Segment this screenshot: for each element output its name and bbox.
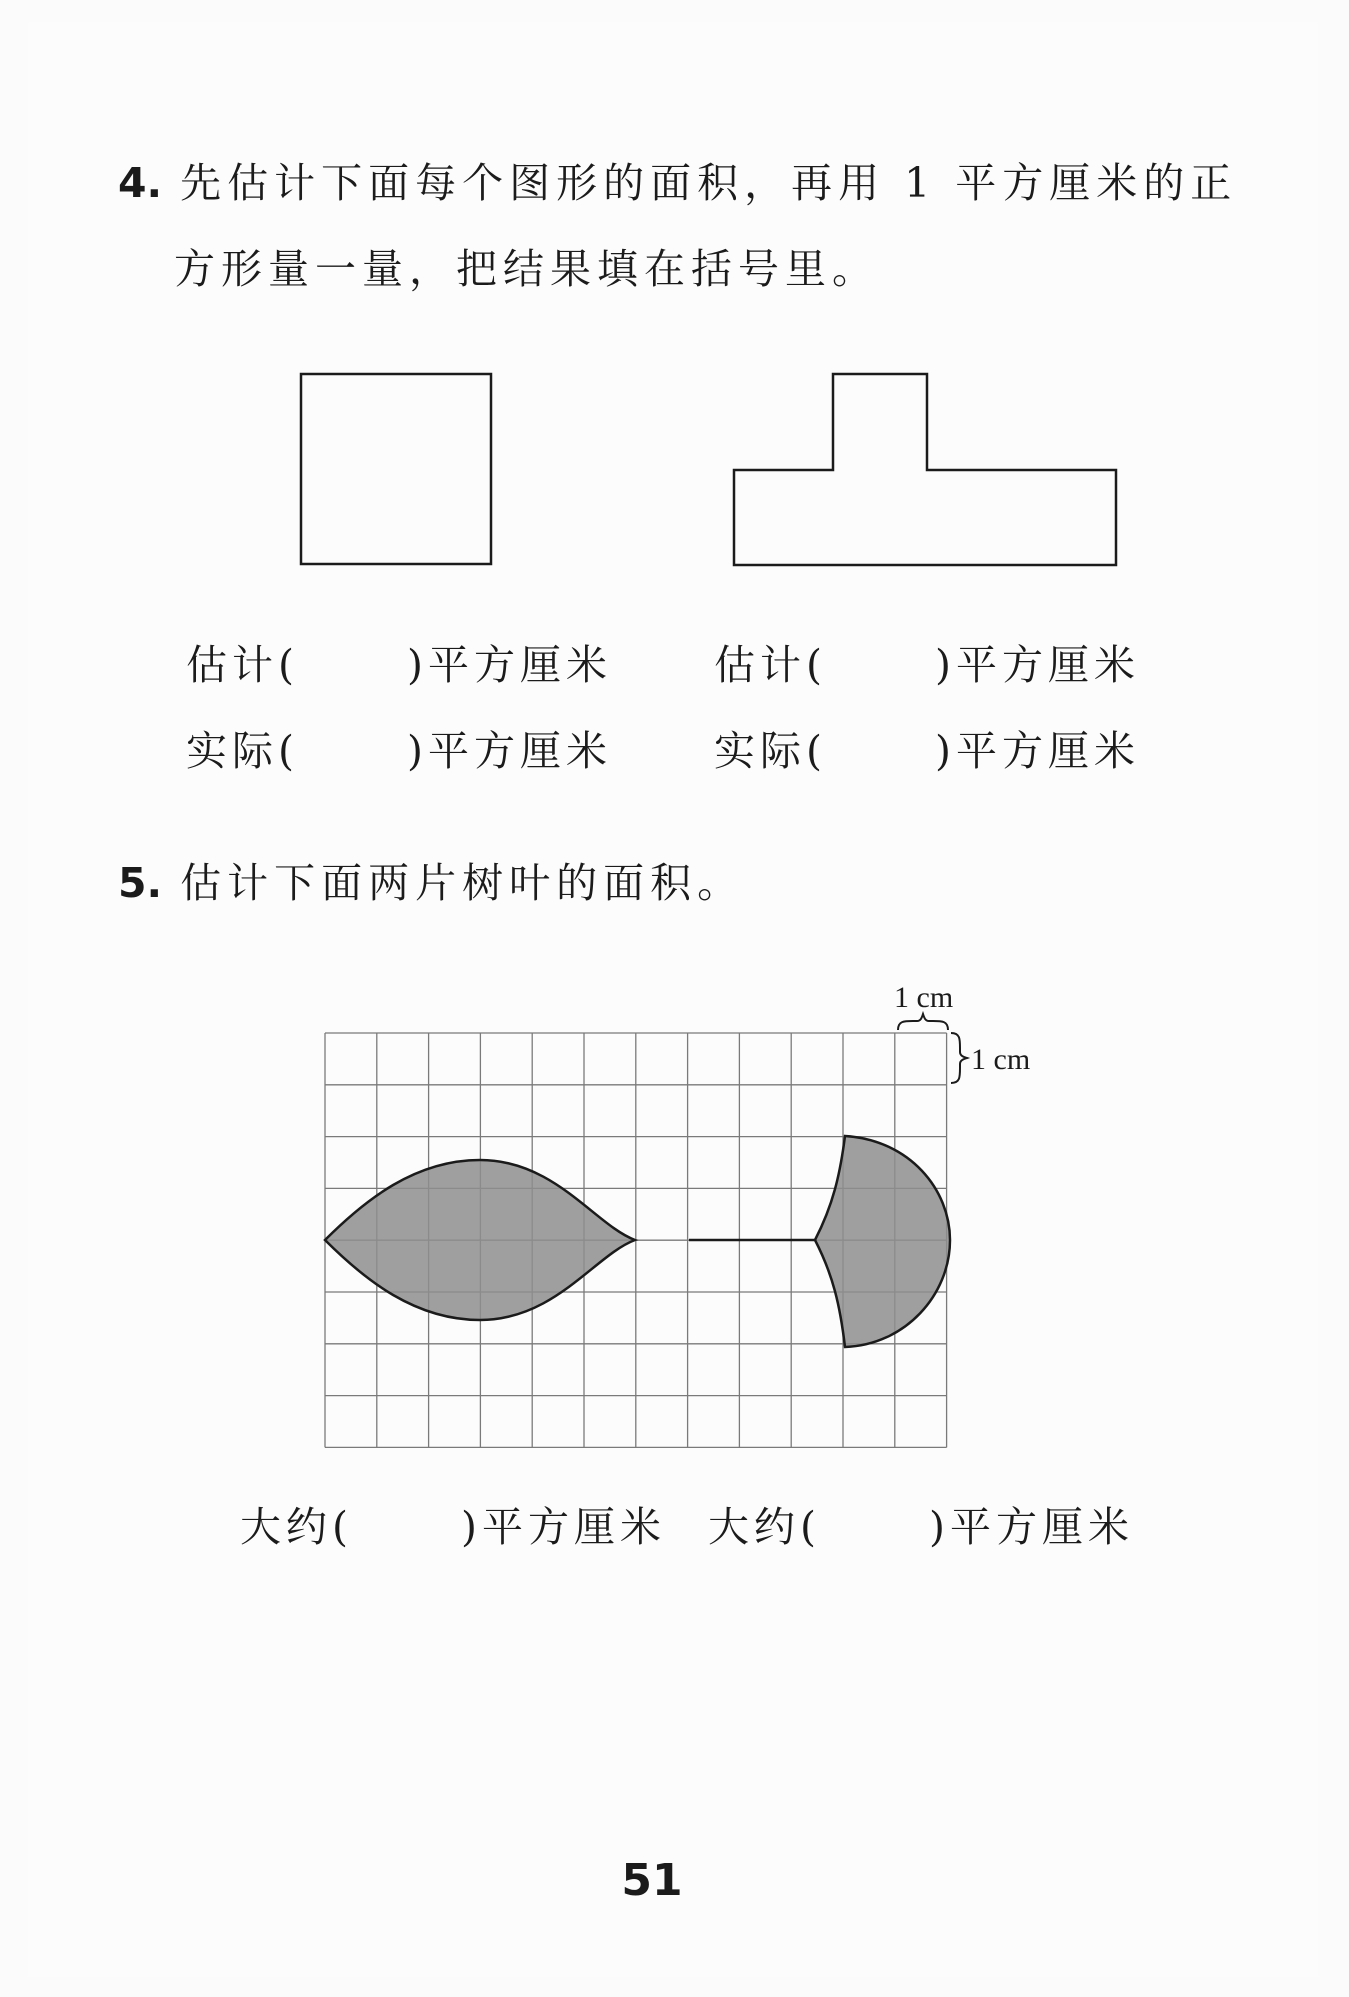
page-number: 51 — [621, 1855, 683, 1906]
leaf1-answer: 大约( )平方厘米 — [240, 1503, 666, 1551]
q4-text-1: 先估计下面每个图形的面积，再用 1 平方厘米的正 — [180, 159, 1238, 207]
leaf2-answer: 大约( )平方厘米 — [708, 1503, 1134, 1551]
unit-label-side: 1 cm — [971, 1043, 1031, 1076]
shape2-actual: 实际( )平方厘米 — [714, 727, 1140, 775]
q4-number: 4. — [118, 159, 163, 207]
shape1-estimate: 估计( )平方厘米 — [186, 641, 612, 689]
shape2-estimate: 估计( )平方厘米 — [714, 641, 1140, 689]
leaf-1 — [325, 1160, 635, 1320]
side-brace-icon — [951, 1033, 967, 1083]
unit-label-top: 1 cm — [894, 981, 954, 1014]
top-brace-icon — [898, 1014, 948, 1030]
shape1-actual: 实际( )平方厘米 — [186, 727, 612, 775]
q5-number: 5. — [118, 859, 163, 907]
q5-text: 估计下面两片树叶的面积。 — [180, 859, 745, 907]
q4-line-2: 方形量一量，把结果填在括号里。 — [174, 245, 879, 293]
leaf-2 — [815, 1136, 950, 1347]
